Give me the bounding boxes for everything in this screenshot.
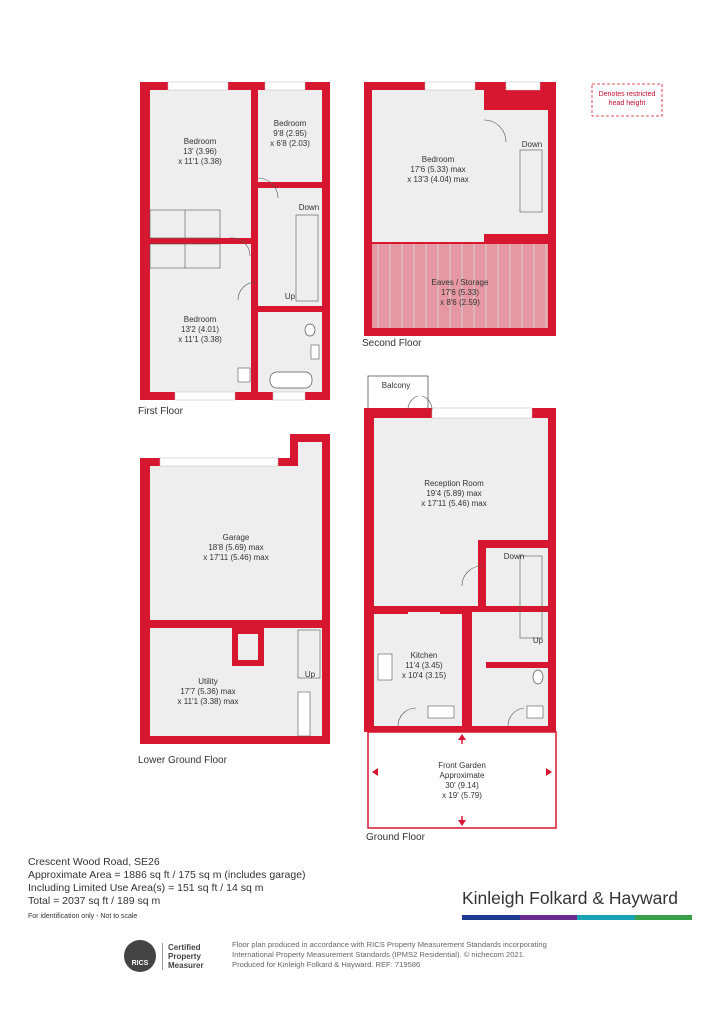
sf-bedroom-dim1: 17'6 (5.33) max [410, 165, 466, 174]
ff-bedroom-3-dim1: 13'2 (4.01) [181, 325, 219, 334]
sink-icon [238, 368, 250, 382]
disclaimer-line3: Produced for Kinleigh Folkard & Hayward. REF: 719586 [232, 960, 421, 969]
ff-bedroom-2-dim1: 9'8 (2.95) [273, 129, 307, 138]
gf-toilet-icon [533, 670, 543, 684]
brand-logo: Kinleigh Folkard & Hayward [462, 888, 678, 908]
rics-line3: Measurer [168, 960, 204, 970]
kitchen-sink-icon [428, 706, 454, 718]
gf-garden-approx: Approximate [439, 771, 485, 780]
ff-bedroom-3-dim2: x 11'1 (3.38) [178, 335, 222, 344]
sf-eaves-name: Eaves / Storage [431, 278, 489, 287]
sf-bedroom-dim2: x 13'3 (4.04) max [407, 175, 469, 184]
lg-garage-name: Garage [222, 533, 250, 542]
lg-utility-name: Utility [198, 677, 218, 686]
lg-garage-dim2: x 17'11 (5.46) max [203, 553, 269, 562]
gf-reception-name: Reception Room [424, 479, 484, 488]
total-area: Total = 2037 sq ft / 189 sq m [28, 895, 161, 907]
sf-eaves-dim2: x 8'6 (2.59) [440, 298, 480, 307]
legend-text-line2: head height [608, 100, 646, 107]
gf-basin-icon [527, 706, 543, 718]
ff-stairs-down-label: Down [298, 203, 320, 212]
ff-bedroom-1-dim1: 13' (3.96) [183, 147, 217, 156]
bath-icon [270, 372, 312, 388]
second-floor-label: Second Floor [362, 338, 422, 349]
limited-use-area: Including Limited Use Area(s) = 151 sq ft / 14 sq m [28, 882, 264, 894]
address: Crescent Wood Road, SE26 [28, 856, 160, 868]
gf-garden-dim2: x 19' (5.79) [442, 791, 482, 800]
lg-utility-dim1: 17'7 (5.36) max [180, 687, 236, 696]
ff-bedroom-1-dim2: x 11'1 (3.38) [178, 157, 222, 166]
basin-icon [311, 345, 319, 359]
gf-balcony-name: Balcony [381, 381, 411, 390]
rics-logo-icon: RICS [124, 940, 156, 972]
toilet-icon [305, 324, 315, 336]
lg-garage-dim1: 18'8 (5.69) max [208, 543, 264, 552]
gf-reception-area [374, 418, 548, 606]
disclaimer [232, 940, 602, 970]
ff-stairs-up-label: Up [284, 292, 296, 301]
lower-ground-floor-label: Lower Ground Floor [138, 755, 227, 766]
rics-line1: Certified [168, 942, 201, 952]
approximate-area: Approximate Area = 1886 sq ft / 175 sq m (includes garage) [28, 869, 306, 881]
ff-bedroom-2-name: Bedroom [273, 119, 307, 128]
gf-reception-dim2: x 17'11 (5.46) max [421, 499, 487, 508]
sf-bedroom-name: Bedroom [421, 155, 455, 164]
ff-bedroom-2-dim2: x 6'8 (2.03) [270, 139, 310, 148]
footer-summary [28, 856, 306, 923]
ff-bedroom-3-name: Bedroom [183, 315, 217, 324]
lg-utility-dim2: x 11'1 (3.38) max [177, 697, 239, 706]
garage-door [160, 458, 278, 466]
first-floor-label: First Floor [138, 406, 183, 417]
gf-kitchen-dim2: x 10'4 (3.15) [401, 671, 447, 680]
gf-stairs-up-label: Up [532, 636, 544, 645]
gf-kitchen-name: Kitchen [410, 651, 438, 660]
rics-line2: Property [168, 951, 201, 961]
hob-icon [378, 654, 392, 680]
legend-text-line1: Denotes restricted [598, 91, 656, 98]
gf-stairs-down-label: Down [503, 552, 525, 561]
sf-eaves-dim1: 17'6 (5.33) [441, 288, 479, 297]
gf-reception-dim1: 19'4 (5.89) max [426, 489, 482, 498]
disclaimer-line1: Floor plan produced in accordance with RICS Property Measurement Standards incorporating [232, 940, 547, 949]
ground-floor-label: Ground Floor [366, 832, 425, 843]
sf-stairs-down-label: Down [521, 140, 543, 149]
gf-kitchen-dim1: 11'4 (3.45) [405, 661, 443, 670]
gf-garden-dim1: 30' (9.14) [445, 781, 479, 790]
disclaimer-line2: International Property Measurement Standards (IPMS2 Residential). © nichecom 2021. [232, 950, 526, 959]
ff-bedroom-1-name: Bedroom [183, 137, 217, 146]
identification-note: For identification only - Not to scale [28, 913, 138, 920]
brand-color-bar [462, 915, 692, 920]
gf-garden-area [368, 732, 556, 828]
lg-stairs-up-label: Up [304, 670, 316, 679]
rics-certified-badge [124, 939, 224, 973]
gf-garden-name: Front Garden [438, 761, 486, 770]
